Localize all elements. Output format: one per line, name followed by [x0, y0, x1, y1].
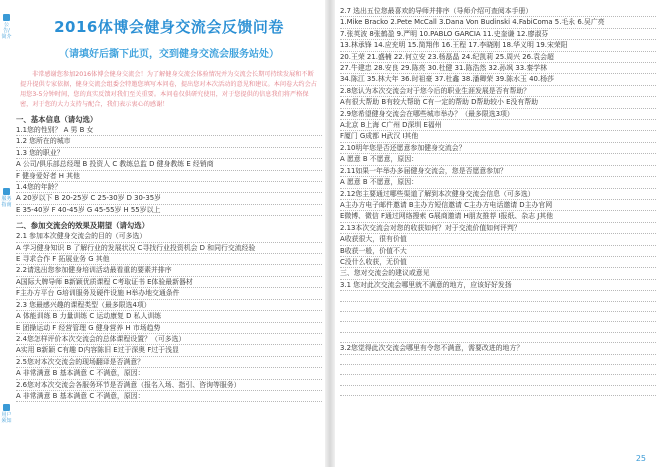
question-row: 2.11如果一年举办多届健身交流会，您是否愿意参加？	[340, 166, 656, 177]
question-row: 2.9您希望健身交流会在哪些城市举办？（最多限选3项）	[340, 109, 656, 120]
mentor-list-row[interactable]: 27.牛建忠 28.安良 29.陈亮 30.杜健 31.陈浩然 32.孙飒 33.秦学林	[340, 63, 656, 74]
answer-options[interactable]: E 寻求合作 F 拓展业务 G 其他	[16, 254, 322, 265]
mentor-list-row[interactable]: 13.林承锋 14.应充明 15.简翔伟 16.王程 17.李晓刚 18.华义明 19.宋荣阳	[340, 40, 656, 51]
side-tab: 公告/简介	[1, 14, 12, 40]
answer-options[interactable]: A 非常满意 B 基本满意 C 不满意，原因：	[16, 391, 322, 402]
question-row: 2.6您对本次交流会各服务环节是否满意（报名入场、指引、咨询等服务）	[16, 380, 322, 391]
question-row: 3.2您觉得此次交流会哪里有令您不满意，需要改进的地方？	[340, 343, 656, 354]
question-row: 2.8您认为本次交流会对于您今后的职业生涯发展是否有帮助？	[340, 86, 656, 97]
question-row: 1.4您的年龄？	[16, 182, 322, 193]
side-tab: 服务指南	[1, 188, 12, 208]
answer-options[interactable]: A有很大帮助 B有较大帮助 C有一定的帮助 D帮助较小 E没有帮助	[340, 97, 656, 108]
answer-options[interactable]: A国际大牌导师 B新颖优质课程 C考取证书 E体验最新器材	[16, 277, 322, 288]
right-page	[340, 0, 656, 467]
question-row: 2.7 选出五位您最喜欢的导师并排序（导师介绍可查阅本手册）	[340, 6, 656, 17]
writing-line[interactable]	[340, 355, 656, 365]
answer-options[interactable]: A 学习健身知识 B 了解行业的发展状况 C寻找行业投资机会 D 和同行交流经验	[16, 243, 322, 254]
mentor-list-row[interactable]: 7.张英波 8张鹤盈 9.严明 10.PABLO GARCIA 11.史奎谦 12.廖淑芬	[340, 29, 656, 40]
answer-options[interactable]: F厦门 G成都 H武汉 I其他	[340, 131, 656, 142]
left-page	[16, 0, 322, 467]
intro-paragraph: 非常感谢您参加2016体博会健身交流会！为了解健身交流会体验情况并为交流会长期可持续发展和不断提升提供专家依据，健身交流会组委会特邀您填写本问卷，提出您对本次活动的意见和建议。本问卷大约会占用您3-5分钟时间，您的真实反馈对我们至关重要。本问卷仅供研究使用，对于您提供的信息我们将严格保密，对于您的大力支持与配合，我们表示衷心的感谢！	[20, 71, 317, 108]
answer-options[interactable]: E 团操运动 F 经营管理 G 健身营养 H 市场趋势	[16, 323, 322, 334]
answer-options[interactable]: A 愿意 B 不愿意，原因：	[340, 154, 656, 165]
page-number: 25	[635, 454, 646, 463]
question-row: 2.2请选出您参加健身培训活动最看重的要素并排序	[16, 265, 322, 276]
answer-options[interactable]: A 体能训练 B 力量训练 C 运动康复 D 私人训练	[16, 311, 322, 322]
answer-options[interactable]: E 35-40岁 F 40-45岁 G 45-55岁 H 55岁以上	[16, 205, 322, 216]
page-title: 2016体博会健身交流会反馈问卷	[54, 18, 284, 36]
section-heading: 二、参加交流会的效果及期望（请勾选）	[16, 221, 150, 231]
question-row: 2.10明年您是否还愿意参加健身交流会？	[340, 143, 656, 154]
question-row: 2.5您对本次交流会的现场翻译是否满意？	[16, 357, 322, 368]
mentor-list-row[interactable]: 20.王荣 21.盛楠 22.何立安 23.杨磊晶 24.纪凯莉 25.周兴 26.袁会超	[340, 52, 656, 63]
writing-line[interactable]	[340, 291, 656, 301]
page-gutter	[325, 0, 335, 467]
question-row: 2.1 参加本次健身交流会的目的（可多选）	[16, 231, 322, 242]
writing-line[interactable]	[340, 365, 656, 375]
writing-line[interactable]	[340, 375, 656, 385]
answer-options[interactable]: A 公司/俱乐部总经理 B 投资人 C 教练总监 D 健身教练 E 经销商	[16, 159, 322, 170]
answer-options[interactable]: A主办方电子邮件邀请 B主办方短信邀请 C主办方电话邀请 D主办官网	[340, 200, 656, 211]
writing-line[interactable]	[340, 322, 656, 332]
tab-marker-icon	[3, 14, 10, 21]
section-heading: 三、您对交流会的建议或意见	[340, 268, 656, 279]
answer-options[interactable]: C没什么收获，无价值	[340, 257, 656, 268]
answer-options[interactable]: A 20岁以下 B 20-25岁 C 25-30岁 D 30-35岁	[16, 193, 322, 204]
tab-marker-icon	[3, 188, 10, 195]
question-row[interactable]: 1.1您的性别？ A 男 B 女	[16, 125, 322, 136]
answer-options[interactable]: E微博、微信 F通过网络搜索 G展商邀请 H朋友推荐 I报纸、杂志 J其他	[340, 211, 656, 222]
mentor-list-row[interactable]: 34.陈江 35.林大年 36.时祖豪 37.杜鑫 38.潘卿荣 39.陈水玉 40.杨莎	[340, 74, 656, 85]
answer-options[interactable]: A北京 B上海 C广州 D深圳 E福州	[340, 120, 656, 131]
side-tab: 用户须知	[1, 404, 12, 424]
mentor-list-row[interactable]: 1.Mike Bracko 2.Pete McCall 3.Dana Von Budinski 4.FabiComa 5.毛永 6.吴广亮	[340, 17, 656, 28]
answer-options[interactable]: A 非常满意 B 基本满意 C 不满意，原因：	[16, 368, 322, 379]
question-row: 2.13本次交流会对您的收获如何？对于交流价值如何评判？	[340, 223, 656, 234]
question-row: 3.1 您对此次交流会哪里就不满意的地方，应该好好发扬	[340, 280, 656, 291]
question-row: 2.12您主要通过哪些渠道了解到本次健身交流会信息（可多选）	[340, 189, 656, 200]
question-row[interactable]: 1.2 您所在的城市	[16, 136, 322, 147]
answer-options[interactable]: A 愿意 B 不愿意，原因：	[340, 177, 656, 188]
answer-options[interactable]: B收获一般，价值不大	[340, 246, 656, 257]
answer-options[interactable]: A实用 B新颖 C有趣 D内容陈旧 E过于深奥 F过于浅显	[16, 345, 322, 356]
question-row: 1.3 您的职业？	[16, 148, 322, 159]
answer-options[interactable]: F主办方平台 G培训服务及硬件设施 H举办地交通条件	[16, 288, 322, 299]
question-row: 2.3 您最感兴趣的课程类型（最多限选4项）	[16, 300, 322, 311]
writing-line[interactable]	[340, 333, 656, 343]
page-subtitle: （请填好后撕下此页，交到健身交流会服务站处）	[59, 49, 279, 60]
answer-options[interactable]: A收获很大，很有价值	[340, 234, 656, 245]
side-tab-strip	[0, 0, 14, 467]
writing-line[interactable]	[340, 312, 656, 322]
writing-line[interactable]	[340, 302, 656, 312]
tab-marker-icon	[3, 404, 10, 411]
writing-line[interactable]	[340, 386, 656, 396]
section-heading: 一、基本信息（请勾选）	[16, 115, 98, 124]
question-row: 2.4您怎样评价本次交流会的总体课程设置？（可多选）	[16, 334, 322, 345]
answer-options[interactable]: F 健身爱好者 H 其他	[16, 171, 322, 182]
